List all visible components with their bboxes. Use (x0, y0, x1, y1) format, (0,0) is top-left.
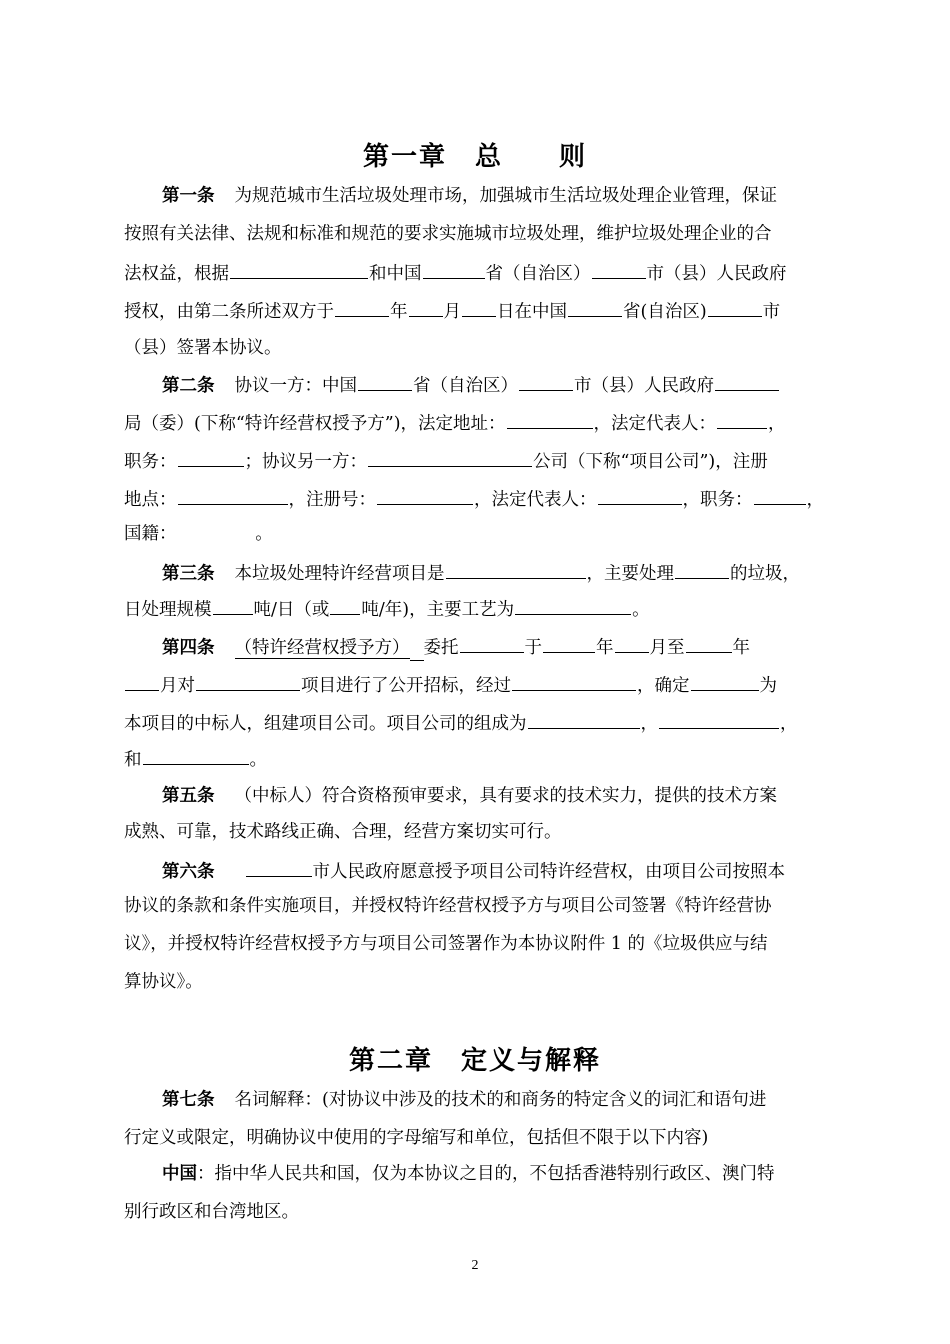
article-5-line-1: 第五条 （中标人）符合资格预审要求，具有要求的技术实力，提供的技术方案 (162, 786, 777, 806)
article-3-line-1: 第三条 本垃圾处理特许经营项目是 ，主要处理 的垃圾， (162, 560, 828, 586)
article-5-line-2: 成熟、可靠，技术路线正确、合理，经营方案切实可行。 (124, 822, 562, 842)
definition-china-line-2: 别行政区和台湾地区。 (124, 1202, 299, 1222)
article-1-line-1: 第一条 为规范城市生活垃圾处理市场，加强城市生活垃圾处理企业管理，保证 (162, 186, 777, 206)
article-4-line-1: 第四条 （特许经营权授予方） 委托 于 年 月至 年 (162, 634, 828, 661)
article-6-line-1: 第六条 市人民政府愿意授予项目公司特许经营权，由项目公司按照本 (162, 858, 828, 884)
article-2-line-5: 国籍： 。 (124, 524, 273, 544)
article-2-line-1: 第二条 协议一方：中国 省（自治区） 市（县）人民政府 (162, 372, 828, 398)
page-number: 2 (471, 1258, 479, 1273)
article-7-line-2: 行定义或限定，明确协议中使用的字母缩写和单位，包括但不限于以下内容) (124, 1128, 709, 1148)
article-5-label: 第五条 (162, 786, 215, 806)
article-2-line-4: 地点： ，注册号： ，法定代表人： ，职务： ， (124, 486, 828, 512)
article-1-line-4: 授权，由第二条所述双方于 年 月 日在中国 省(自治区) 市 (124, 298, 828, 324)
article-2-line-3: 职务： ；协议另一方： 公司（下称“项目公司”)，注册 (124, 448, 828, 474)
article-7-label: 第七条 (162, 1090, 215, 1110)
definition-china-line-1: 中国：指中华人民共和国，仅为本协议之目的，不包括香港特别行政区、澳门特 (162, 1164, 775, 1184)
article-3-label: 第三条 (162, 564, 215, 584)
definition-term: 中国 (162, 1164, 197, 1184)
article-1-line-3: 法权益，根据 和中国 省（自治区） 市（县）人民政府 (124, 260, 828, 286)
article-1-label: 第一条 (162, 186, 215, 206)
article-4-line-3: 本项目的中标人，组建项目公司。项目公司的组成为 ， ， (124, 710, 828, 736)
article-6-line-4: 算协议》。 (124, 972, 203, 992)
chapter-1-title: 第一章 总 则 (362, 142, 587, 172)
article-1-line-5: （县）签署本协议。 (124, 338, 282, 358)
chapter-2-title: 第二章 定义与解释 (348, 1046, 601, 1076)
article-7-line-1: 第七条 名词解释：(对协议中涉及的技术的和商务的特定含义的词汇和语句进 (162, 1090, 767, 1110)
article-6-label: 第六条 (162, 862, 215, 882)
article-4-line-4: 和 。 (124, 746, 828, 772)
article-3-line-2: 日处理规模 吨/日（或 吨/年)，主要工艺为 。 (124, 596, 828, 622)
article-6-line-2: 协议的条款和条件实施项目，并授权特许经营权授予方与项目公司签署《特许经营协 (124, 896, 772, 916)
article-2-line-2: 局（委）(下称“特许经营权授予方”)，法定地址： ，法定代表人： ， (124, 410, 828, 436)
article-6-line-3: 议》，并授权特许经营权授予方与项目公司签署作为本协议附件 1 的《垃圾供应与结 (124, 934, 768, 954)
article-2-label: 第二条 (162, 376, 215, 396)
article-4-line-2: 月对 项目进行了公开招标，经过 ，确定 为 (124, 672, 828, 698)
article-1-line-2: 按照有关法律、法规和标准和规范的要求实施城市垃圾处理，维护垃圾处理企业的合 (124, 224, 772, 244)
article-4-label: 第四条 (162, 638, 215, 658)
